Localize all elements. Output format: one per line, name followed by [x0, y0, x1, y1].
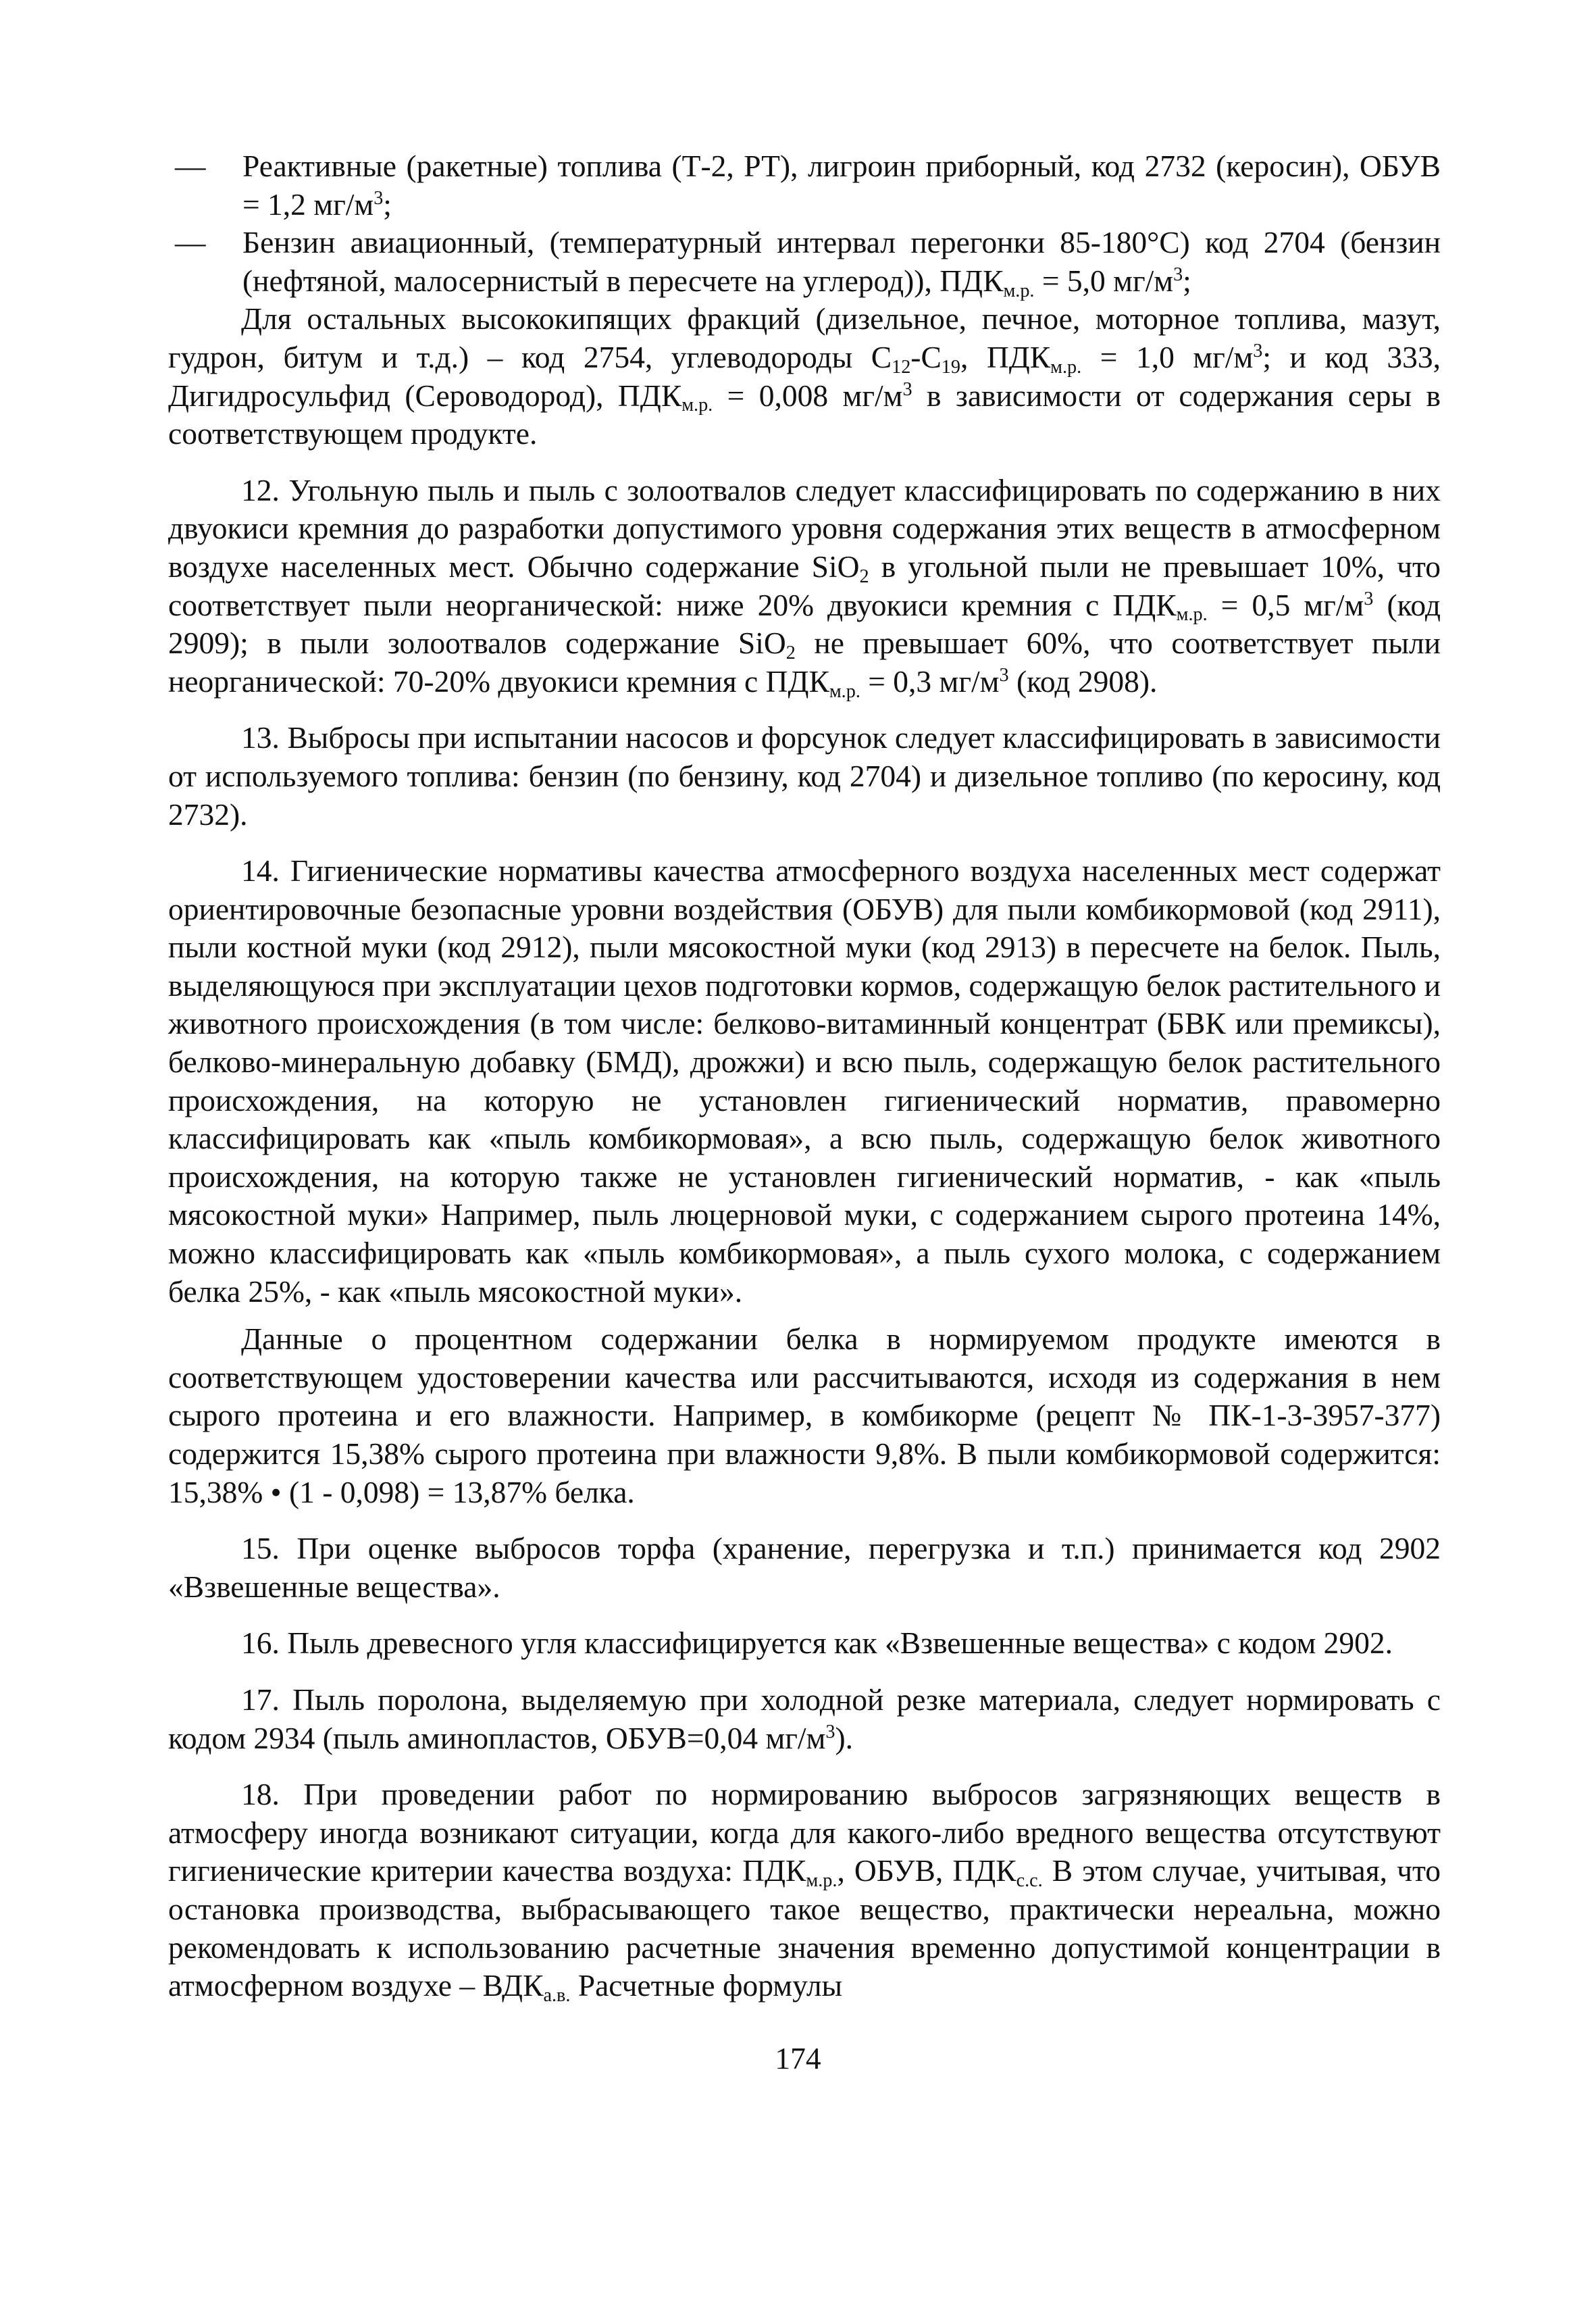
list-item-jet-fuel: — Реактивные (ракетные) топлива (Т-2, РТ), лигроин приборный, код 2732 (керосин), ОБУВ = 1,2 $мг/м^3$; [175, 149, 1441, 222]
paragraph-14-hygienic-standards: 14. Гигиенические нормативы качества атмосферного воздуха населенных мест содержат ориентировочные безопасные уровни воздействия (ОБУВ) для пыли комбикормовой (код 2911), пыли костной муки (код 2912), пыли мясокостной муки (код 2913) в пересчете на белок. Пыль, выделяющуюся при эксплуатации цехов подготовки кормов, содержащую белок растительного и животного происхождения (в том числе: белково-витаминный концентрат (БВК или премиксы), белково-минеральную добавку (БМД), дрожжи) и всю пыль, содержащую белок растительного происхождения, на которую не установлен гигиенический норматив, правомерно классифицировать как «пыль комбикормовая», а всю пыль, содержащую белок животного происхождения, на которую также не установлен гигиенический норматив, - как «пыль мясокостной муки» Например, пыль люцерновой муки, с содержанием сырого протеина 14%, можно классифицировать как «пыль комбикормовая», а пыль сухого молока, с содержанием белка 25%, - как «пыль мясокостной муки». [168, 853, 1441, 1309]
paragraph-17-foam-rubber: 17. Пыль поролона, выделяемую при холодной резке материала, следует нормировать с кодом 2934 (пыль аминопластов, ОБУВ=0,04 $мг/м^3$). [168, 1682, 1441, 1755]
paragraph-12-coal-dust: 12. Угольную пыль и пыль с золоотвалов следует классифицировать по содержанию в них двуокиси кремния до разработки допустимого уровня содержания этих веществ в атмосферном воздухе населенных мест. Обычно содержание SiO$_2$ в угольной пыли не превышает 10%, что соответствует пыли неорганической: ниже 20% двуокиси кремния с $ПДК_{м.р.} = 0,5$ $мг/м^3$ (код 2909); в пыли золоотвалов содержание SiO$_2$ не превышает 60%, что соответствует пыли неорганической: 70-20% двуокиси кремния с $ПДК_{м.р.} = 0,3$ $мг/м^3$ (код 2908). [168, 472, 1441, 702]
paragraph-14-protein-content: Данные о процентном содержании белка в нормируемом продукте имеются в соответствующем удостоверении качества или рассчитываются, исходя из содержания в нем сырого протеина и его влажности. Например, в комбикорме (рецепт № ПК-1-3-3957-377) содержится 15,38% сырого протеина при влажности 9,8%. В пыли комбикормовой содержится: 15,38% • (1 - 0,098) = 13,87% белка. [168, 1322, 1441, 1509]
paragraph-high-boiling-fractions: Для остальных высококипящих фракций (дизельное, печное, моторное топлива, мазут, гудрон, битум и т.д.) – код 2754, углеводороды $С_{12}-С_{19}$, $ПДК_{м.р.} = 1,0$ $мг/м^3$; и код 333, Дигидросульфид (Сероводород), $ПДК_{м.р.} = 0,008$ $мг/м^3$ в зависимости от содержания серы в соответствующем продукте. [168, 301, 1441, 451]
list-item-aviation-gasoline: — Бензин авиационный, (температурный интервал перегонки 85-180°С) код 2704 (бензин (нефтяной, малосернистый в пересчете на углерод)), $ПДК_{м.р.} = 5,0$ $мг/м^3$; [175, 225, 1441, 301]
paragraph-16-charcoal: 16. Пыль древесного угля классифицируется как «Взвешенные вещества» с кодом 2902. [241, 1626, 1393, 1661]
paragraph-15-peat: 15. При оценке выбросов торфа (хранение, перегрузка и т.п.) принимается код 2902 «Взвешенные вещества». [168, 1531, 1441, 1604]
paragraph-18-emission-standards: 18. При проведении работ по нормированию выбросов загрязняющих веществ в атмосферу иногда возникают ситуации, когда для какого-либо вредного вещества отсутствуют гигиенические критерии качества воздуха: $ПДК_{м.р.}$, ОБУВ, $ПДК_{с.с.}$ В этом случае, учитывая, что остановка производства, выбрасывающего такое вещество, практически нереальна, можно рекомендовать к использованию расчетные значения временно допустимой концентрации в атмосферном воздухе – $ВДК_{а.в.}$ Расчетные формулы [168, 1777, 1441, 2007]
page-number: 174 [775, 2041, 821, 2076]
dash-bullet: — [175, 225, 206, 260]
dash-bullet: — [175, 149, 206, 183]
paragraph-13-pump-tests: 13. Выбросы при испытании насосов и форсунок следует классифицировать в зависимости от используемого топлива: бензин (по бензину, код 2704) и дизельное топливо (по керосину, код 2732). [168, 720, 1441, 832]
document-page [168, 147, 1441, 2005]
